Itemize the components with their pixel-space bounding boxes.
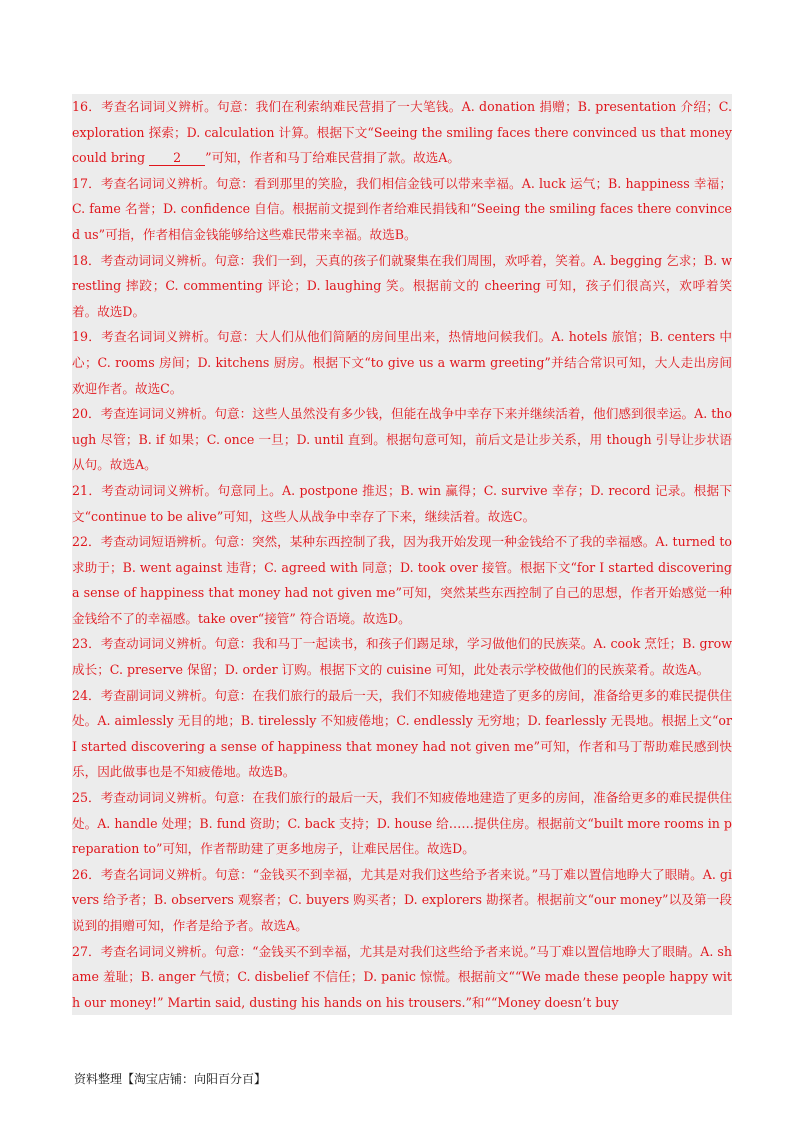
explanation-27: 27．考查名词词义辨析。句意：“金钱买不到幸福，尤其是对我们这些给予者来说。”马丁难以置信地睁大了眼睛。A. shame 羞耻；B. anger 气愤；C. disbelief 不信任；D. panic 惊慌。根据前文““We made these people happy with our money!” Martin said, dusting his hands on his trousers.”和““Money doesn’t buy	[72, 939, 732, 1016]
answer-blank: 2	[149, 151, 205, 166]
explanation-16-tail: ”可知，作者和马丁给难民营捐了款。故选A。	[205, 150, 460, 166]
explanation-19: 19．考查名词词义辨析。句意：大人们从他们简陋的房间里出来，热情地问候我们。A. hotels 旅馆；B. centers 中心；C. rooms 房间；D. kitchens 厨房。根据下文“to give us a warm greeting”并结合常识可知，大人走出房间欢迎作者。故选C。	[72, 324, 732, 401]
explanation-22: 22．考查动词短语辨析。句意：突然，某种东西控制了我，因为我开始发现一种金钱给不了我的幸福感。A. turned to 求助于；B. went against 违背；C. agreed with 同意；D. took over 接管。根据下文“for I started discovering a sense of happiness that money had not given me”可知，突然某些东西控制了自己的思想，作者开始感觉一种金钱给不了的幸福感。take over“接管” 符合语境。故选D。	[72, 529, 732, 631]
explanation-16	[72, 94, 732, 171]
answer-explanations	[72, 94, 732, 1015]
explanation-18: 18．考查动词词义辨析。句意：我们一到，天真的孩子们就聚集在我们周围，欢呼着，笑着。A. begging 乞求；B. wrestling 摔跤；C. commenting 评论；D. laughing 笑。根据前文的 cheering 可知，孩子们很高兴，欢呼着笑着。故选D。	[72, 248, 732, 325]
explanation-21: 21．考查动词词义辨析。句意同上。A. postpone 推迟；B. win 赢得；C. survive 幸存；D. record 记录。根据下文“continue to be alive”可知，这些人从战争中幸存了下来，继续活着。故选C。	[72, 478, 732, 529]
explanation-23: 23．考查动词词义辨析。句意：我和马丁一起读书，和孩子们踢足球，学习做他们的民族菜。A. cook 烹饪；B. grow 成长；C. preserve 保留；D. order 订购。根据下文的 cuisine 可知，此处表示学校做他们的民族菜肴。故选A。	[72, 631, 732, 682]
explanation-24: 24．考查副词词义辨析。句意：在我们旅行的最后一天，我们不知疲倦地建造了更多的房间，准备给更多的难民提供住处。A. aimlessly 无目的地；B. tirelessly 不知疲倦地；C. endlessly 无穷地；D. fearlessly 无畏地。根据上文“or I started discovering a sense of happiness that money had not given me”可知，作者和马丁帮助难民感到快乐，因此做事也是不知疲倦地。故选B。	[72, 683, 732, 785]
page-footer: 资料整理【淘宝店铺：向阳百分百】	[74, 1072, 267, 1086]
explanation-17: 17．考查名词词义辨析。句意：看到那里的笑脸，我们相信金钱可以带来幸福。A. luck 运气；B. happiness 幸福；C. fame 名誉；D. confidence 自信。根据前文提到作者给难民捐钱和“Seeing the smiling faces there convinced us”可指，作者相信金钱能够给这些难民带来幸福。故选B。	[72, 171, 732, 248]
explanation-16-text: 16．考查名词词义辨析。句意：我们在利索纳难民营捐了一大笔钱。A. donation 捐赠；B. presentation 介绍；C. exploration 探索；D. calculation 计算。根据下文“Seeing the smiling faces there convinced us that money could bring	[72, 99, 732, 166]
explanation-20: 20．考查连词词义辨析。句意：这些人虽然没有多少钱，但能在战争中幸存下来并继续活着，他们感到很幸运。A. though 尽管；B. if 如果；C. once 一旦；D. until 直到。根据句意可知，前后文是让步关系，用 though 引导让步状语从句。故选A。	[72, 401, 732, 478]
explanation-25: 25．考查动词词义辨析。句意：在我们旅行的最后一天，我们不知疲倦地建造了更多的房间，准备给更多的难民提供住处。A. handle 处理；B. fund 资助；C. back 支持；D. house 给……提供住房。根据前文“built more rooms in preparation to”可知，作者帮助建了更多地房子，让难民居住。故选D。	[72, 785, 732, 862]
explanation-26: 26．考查名词词义辨析。句意：“金钱买不到幸福，尤其是对我们这些给予者来说。”马丁难以置信地睁大了眼睛。A. givers 给予者；B. observers 观察者；C. buyers 购买者；D. explorers 勘探者。根据前文“our money”以及第一段说到的捐赠可知，作者是给予者。故选A。	[72, 862, 732, 939]
